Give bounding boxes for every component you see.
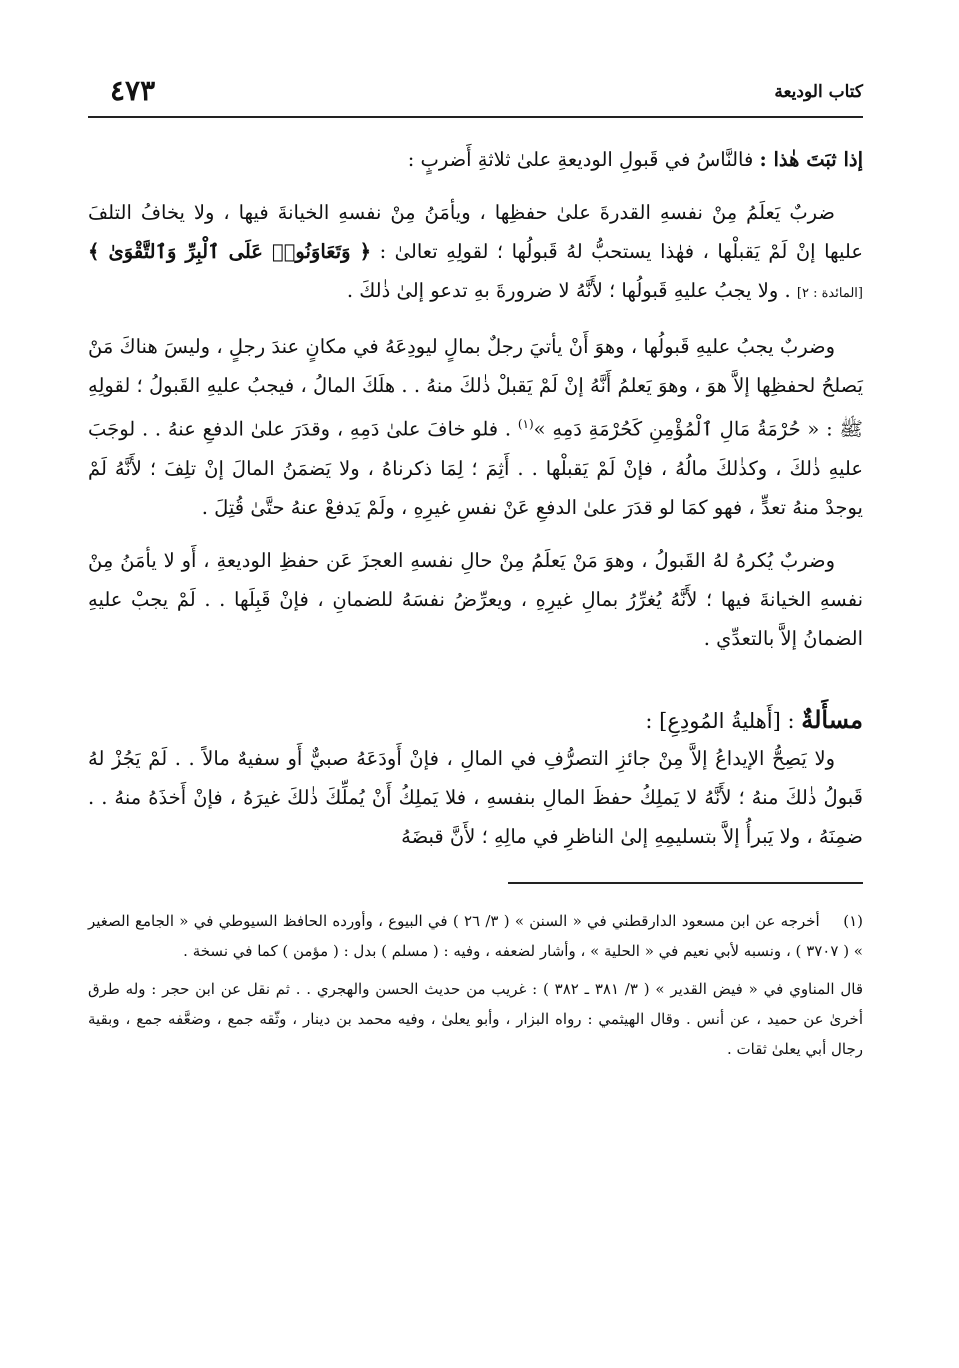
masala-label: مسأَلةٌ [801,704,863,734]
footnote-divider [508,882,863,884]
depositor-eligibility-text: ولا يَصِحُّ الإيداعُ إلاَّ مِنْ جائزِ التصرُّفِ في المالِ ، فإنْ أَودَعَهُ صبيٌّ أَو سفيهٌ مالاً . . لَمْ يَجُزْ لهُ قَبولُ ذٰلكَ منهُ ؛ لأَنَّهُ لا يَملِكُ حفظَ المالِ بنفسهِ ، فلا يَملِكُ أَنْ يُملِّكَ ذٰلكَ غيرَهُ ، فإنْ أَخذَهُ منهُ . . ضمِنَهُ ، ولا يَبرأُ إلاَّ بتسليمِهِ إلىٰ الناظرِ في مالِهِ ؛ لأَنَّ قبضَهُ [88,746,863,848]
verse-citation: [المائدة : ٢] [796,286,863,301]
intro-text: فالنَّاسُ في قَبولِ الوديعةِ علىٰ ثلاثةِ أَضربٍ : [407,148,754,171]
paragraph-first-type [88,193,863,313]
masala-title: : [أَهليةُ المُودِعِ] : [645,708,795,733]
first-type-text-end: . ولا يجبُ عليهِ قَبولُها ؛ لأَنَّهُ لا ضرورةَ بهِ تدعو إلىٰ ذٰلكَ . [346,279,791,302]
page-number: ٤٧٣ [110,74,156,107]
second-type-text-end: . فلو خافَ علىٰ دَمِهِ ، وقدَرَ علىٰ الدفعِ عنهُ . . لوجَبَ عليهِ ذٰلكَ ، وكذٰلكَ مالُهُ ، فإنْ لَمْ يَقبلْها . . أَثِمَ ؛ لِمَا ذكرناهُ ، ولا يَضمَنُ المالَ إنْ تلِفَ ؛ لأَنَّهُ لَمْ يوجدْ منهُ تعدٍّ ، فهو كمَا لو قدَرَ علىٰ الدفعِ عَنْ نفسِ غيرِهِ ، ولَمْ يَدفعْ عنهُ حتَّىٰ قُتِلَ . [88,417,863,519]
page-header [88,72,863,118]
footnote-1 [88,906,863,966]
intro-paragraph [88,140,863,179]
second-type-text: وضربٌ يجبُ عليهِ قَبولُها ، وهوَ أَنْ يأتيَ رجلٌ بمالٍ ليودِعَهُ في مكانٍ عندَ رجلٍ ، وليسَ هناكَ مَنْ يَصلحُ لحفظِها إلاَّ هوَ ، وهوَ يَعلمُ أَنَّهُ إنْ لَمْ يَقبلْ ذٰلكَ منهُ . . هلَكَ المالُ ، فيجبُ عليهِ القَبولُ ؛ لقولِهِ ﷺ : « حُرْمَةُ مَالِ ٱلْمُؤْمِنِ كَحُرْمَةِ دَمِهِ » [88,335,863,441]
footnote-number: (١) [843,911,863,930]
document-page [88,72,863,1072]
footnote-1-continuation-text: قال المناوي في « فيض القدير » ( ٣/ ٣٨١ ـ ٣٨٢ ) : غريب من حديث الحسن والهجري . . ثم نقل عن ابن حجر : وله طرق أخرىٰ عن حميد ، عن أنس . وقال الهيثمي : رواه البزار ، وأبو يعلىٰ ، وفيه محمد بن دينار ، وثّقه جمع ، وضعَّفه جمع ، وبقية رجال أبي يعلىٰ ثقات . [88,979,863,1058]
footnote-1-continuation [88,974,863,1064]
first-type-text: ضربٌ يَعلَمُ مِنْ نفسهِ القدرةَ علىٰ حفظِها ، ويأمَنُ مِنْ نفسهِ الخيانةَ فيها ، ولا يخافُ التلفَ عليها إنْ لَمْ يَقبلْها ، فهٰذا يستحبُّ لهُ قَبولُها ؛ لقولِهِ تعالىٰ : [88,201,863,263]
paragraph-third-type [88,541,863,658]
running-title: كتاب الوديعة [774,82,863,102]
masala-heading [88,702,863,739]
paragraph-second-type [88,327,863,527]
footnote-1-text: أخرجه عن ابن مسعود الدارقطني في « السنن » ( ٣/ ٢٦ ) في البيوع ، وأورده الحافظ السيوطي في « الجامع الصغير » ( ٣٧٠٧ ) ، ونسبه لأبي نعيم في « الحلية » ، وأشار لضعفه ، وفيه : ( مسلم ) بدل : ( مؤمن ) كما في نسخة . [88,911,863,960]
paragraph-depositor-eligibility [88,739,863,856]
intro-lead: إذا ثبَتَ هٰذا : [759,148,863,171]
footnotes [88,906,863,1064]
quran-verse: ﴿ وَتَعَاوَنُوا۟ عَلَى ٱلْبِرِّ وَٱلتَّقْوَىٰ ﴾ [88,240,372,263]
main-text [88,140,863,856]
third-type-text: وضربٌ يُكرهُ لهُ القَبولُ ، وهوَ مَنْ يَعلَمُ مِنْ حالِ نفسهِ العجزَ عَن حفظِ الوديعةِ ، أَو لا يأمَنُ مِنْ نفسهِ الخيانةَ فيها ؛ لأَنَّهُ يُغرِّرُ بمالِ غيرِهِ ، ويعرِّضُ نفسَهُ للضمانِ ، فإنْ قَبِلَها . . لَمْ يجبْ عليهِ الضمانُ إلاَّ بالتعدِّي . [88,548,863,650]
footnote-reference[interactable]: (١) [517,417,534,431]
